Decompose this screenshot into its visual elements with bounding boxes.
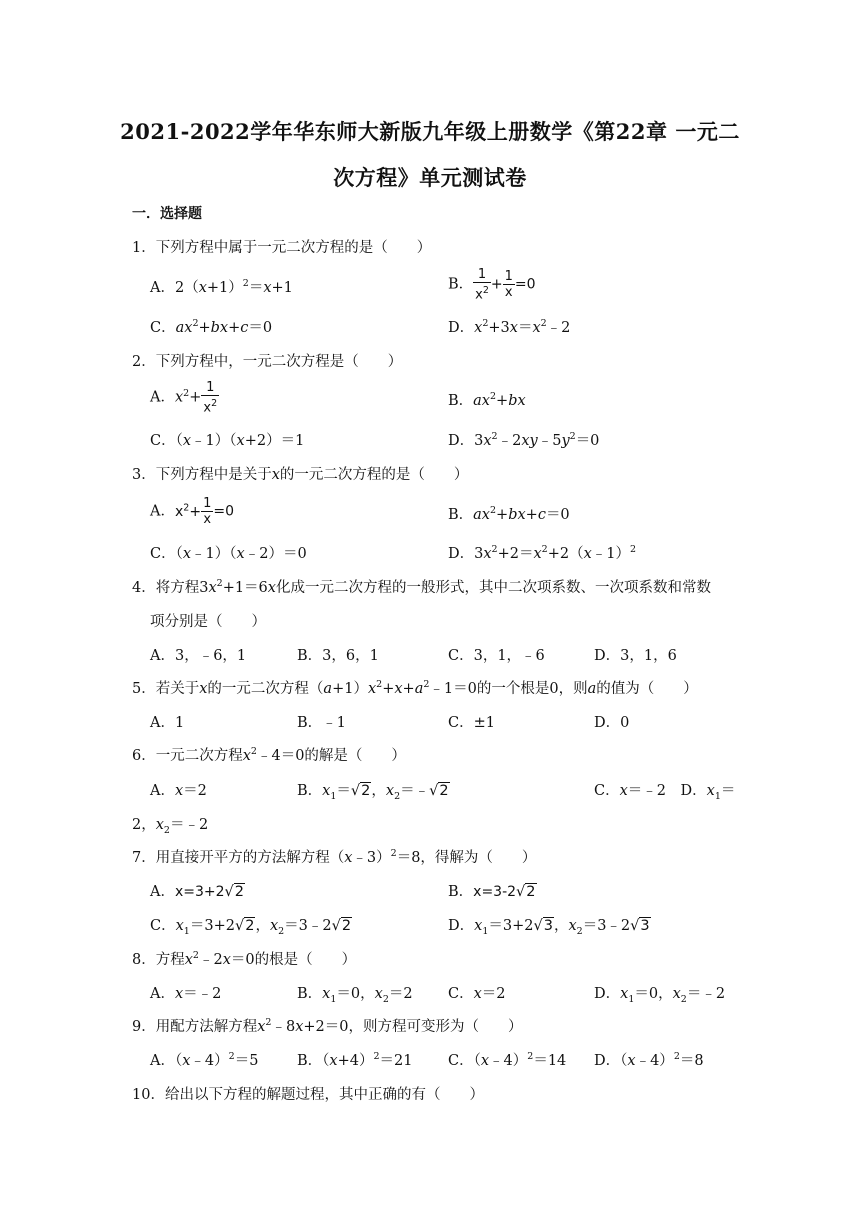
question-4-stem: 4．将方程$3x^2+1=6x$化成一元二次方程的一般形式，其中二次项系数、一次项系数和常数 [132, 578, 711, 596]
q2-option-d: D．$3x^2﹣2xy﹣5y^2=0$ [448, 431, 600, 449]
q6-option-d-cont: 2，$x_2=﹣2$ [132, 817, 209, 836]
q6-option-b: B．$x_1=√2$，$x_2=﹣√2$ [297, 783, 449, 802]
q4-option-d: D．3，1，6 [594, 648, 677, 664]
q5-option-c: C．±1 [448, 715, 495, 731]
q1-option-d: D．$x^2+3x=x^2﹣2$ [448, 318, 571, 336]
question-9-stem: 9．用配方法解方程$x^2﹣8x+2=0$，则方程可变形为（ ） [132, 1017, 523, 1035]
section-heading: 一．选择题 [132, 206, 202, 222]
q4-option-b: B．3，6，1 [297, 648, 379, 664]
q6-option-a: A．x＝2 [150, 783, 207, 799]
q5-option-d: D．0 [594, 715, 630, 731]
q7-option-b: B．x=3-2√2 [448, 884, 536, 900]
q9-option-a: A．（x﹣4）$^2$＝5 [150, 1051, 259, 1069]
q1-option-b: B． $\frac{1}{x^2}$ + $\frac{1}{x}$ =0 [448, 267, 536, 303]
q2-option-b: B．$ax^2+bx$ [448, 391, 526, 409]
question-1-stem: 1．下列方程中属于一元二次方程的是（ ） [132, 240, 432, 256]
q3-option-b: B．$ax^2+bx+c=0$ [448, 505, 570, 523]
question-7-stem: 7．用直接开平方的方法解方程（x﹣3）$^2$＝8，得解为（ ） [132, 848, 537, 866]
q3-option-c: C．（x﹣1）（x﹣2）＝0 [150, 546, 307, 562]
q2-option-a: A．$x^2+$ $\frac{1}{x^2}$ [150, 380, 218, 416]
q2-option-c: C．（x﹣1）（x+2）＝1 [150, 433, 305, 449]
q9-option-d: D．（x﹣4）$^2$＝8 [594, 1051, 704, 1069]
q8-option-d: D．$x_1=0$，$x_2=﹣2$ [594, 986, 726, 1005]
q9-option-c: C．（x﹣4）$^2$＝14 [448, 1051, 567, 1069]
q8-option-b: B．$x_1=0$，$x_2=2$ [297, 986, 413, 1005]
question-6-stem: 6．一元二次方程$x^2﹣4=0$的解是（ ） [132, 746, 406, 764]
q5-option-a: A．1 [150, 715, 185, 731]
question-4-stem-cont: 项分别是（ ） [150, 614, 266, 630]
q7-option-d: D．$x_1=3+2√3$，$x_2=3﹣2√3$ [448, 918, 650, 937]
q1-option-c: C．$ax^2+bx+c=0$ [150, 318, 273, 336]
q7-option-a: A．x=3+2√2 [150, 884, 245, 900]
question-5-stem: 5．若关于x的一元二次方程$(a+1)x^2+x+a^2﹣1=0$的一个根是0，则a的值为（ ） [132, 679, 698, 697]
q6-option-c-d: C．x＝﹣2 D．$x_1=$ [594, 783, 736, 802]
q8-option-c: C．x＝2 [448, 986, 506, 1002]
title-line-2: 次方程》单元测试卷 [333, 165, 527, 190]
title-line-1: 2021-2022学年华东师大新版九年级上册数学《第22章 一元二 [120, 119, 740, 144]
question-3-stem: 3．下列方程中是关于x的一元二次方程的是（ ） [132, 467, 469, 483]
q3-option-a: A．$x^2+$ $\frac{1}{x}$ =0 [150, 496, 234, 527]
question-10-stem: 10．给出以下方程的解题过程，其中正确的有（ ） [132, 1087, 484, 1103]
q4-option-c: C．3，1，﹣6 [448, 648, 545, 664]
q9-option-b: B．$(x+4)^2=21$ [297, 1051, 413, 1069]
q4-option-a: A．3，﹣6，1 [150, 648, 247, 664]
q8-option-a: A．x＝﹣2 [150, 986, 222, 1002]
question-2-stem: 2．下列方程中，一元二次方程是（ ） [132, 354, 403, 370]
q7-option-c: C．$x_1=3+2√2$，$x_2=3﹣2√2$ [150, 918, 352, 937]
q3-option-d: D．$3x^2+2=x^2+2(x﹣1)^2$ [448, 544, 637, 562]
q1-option-a: A．$2(x+1)^2=x+1$ [150, 278, 293, 296]
q5-option-b: B．﹣1 [297, 715, 346, 731]
question-8-stem: 8．方程$x^2﹣2x=0$的根是（ ） [132, 950, 357, 968]
